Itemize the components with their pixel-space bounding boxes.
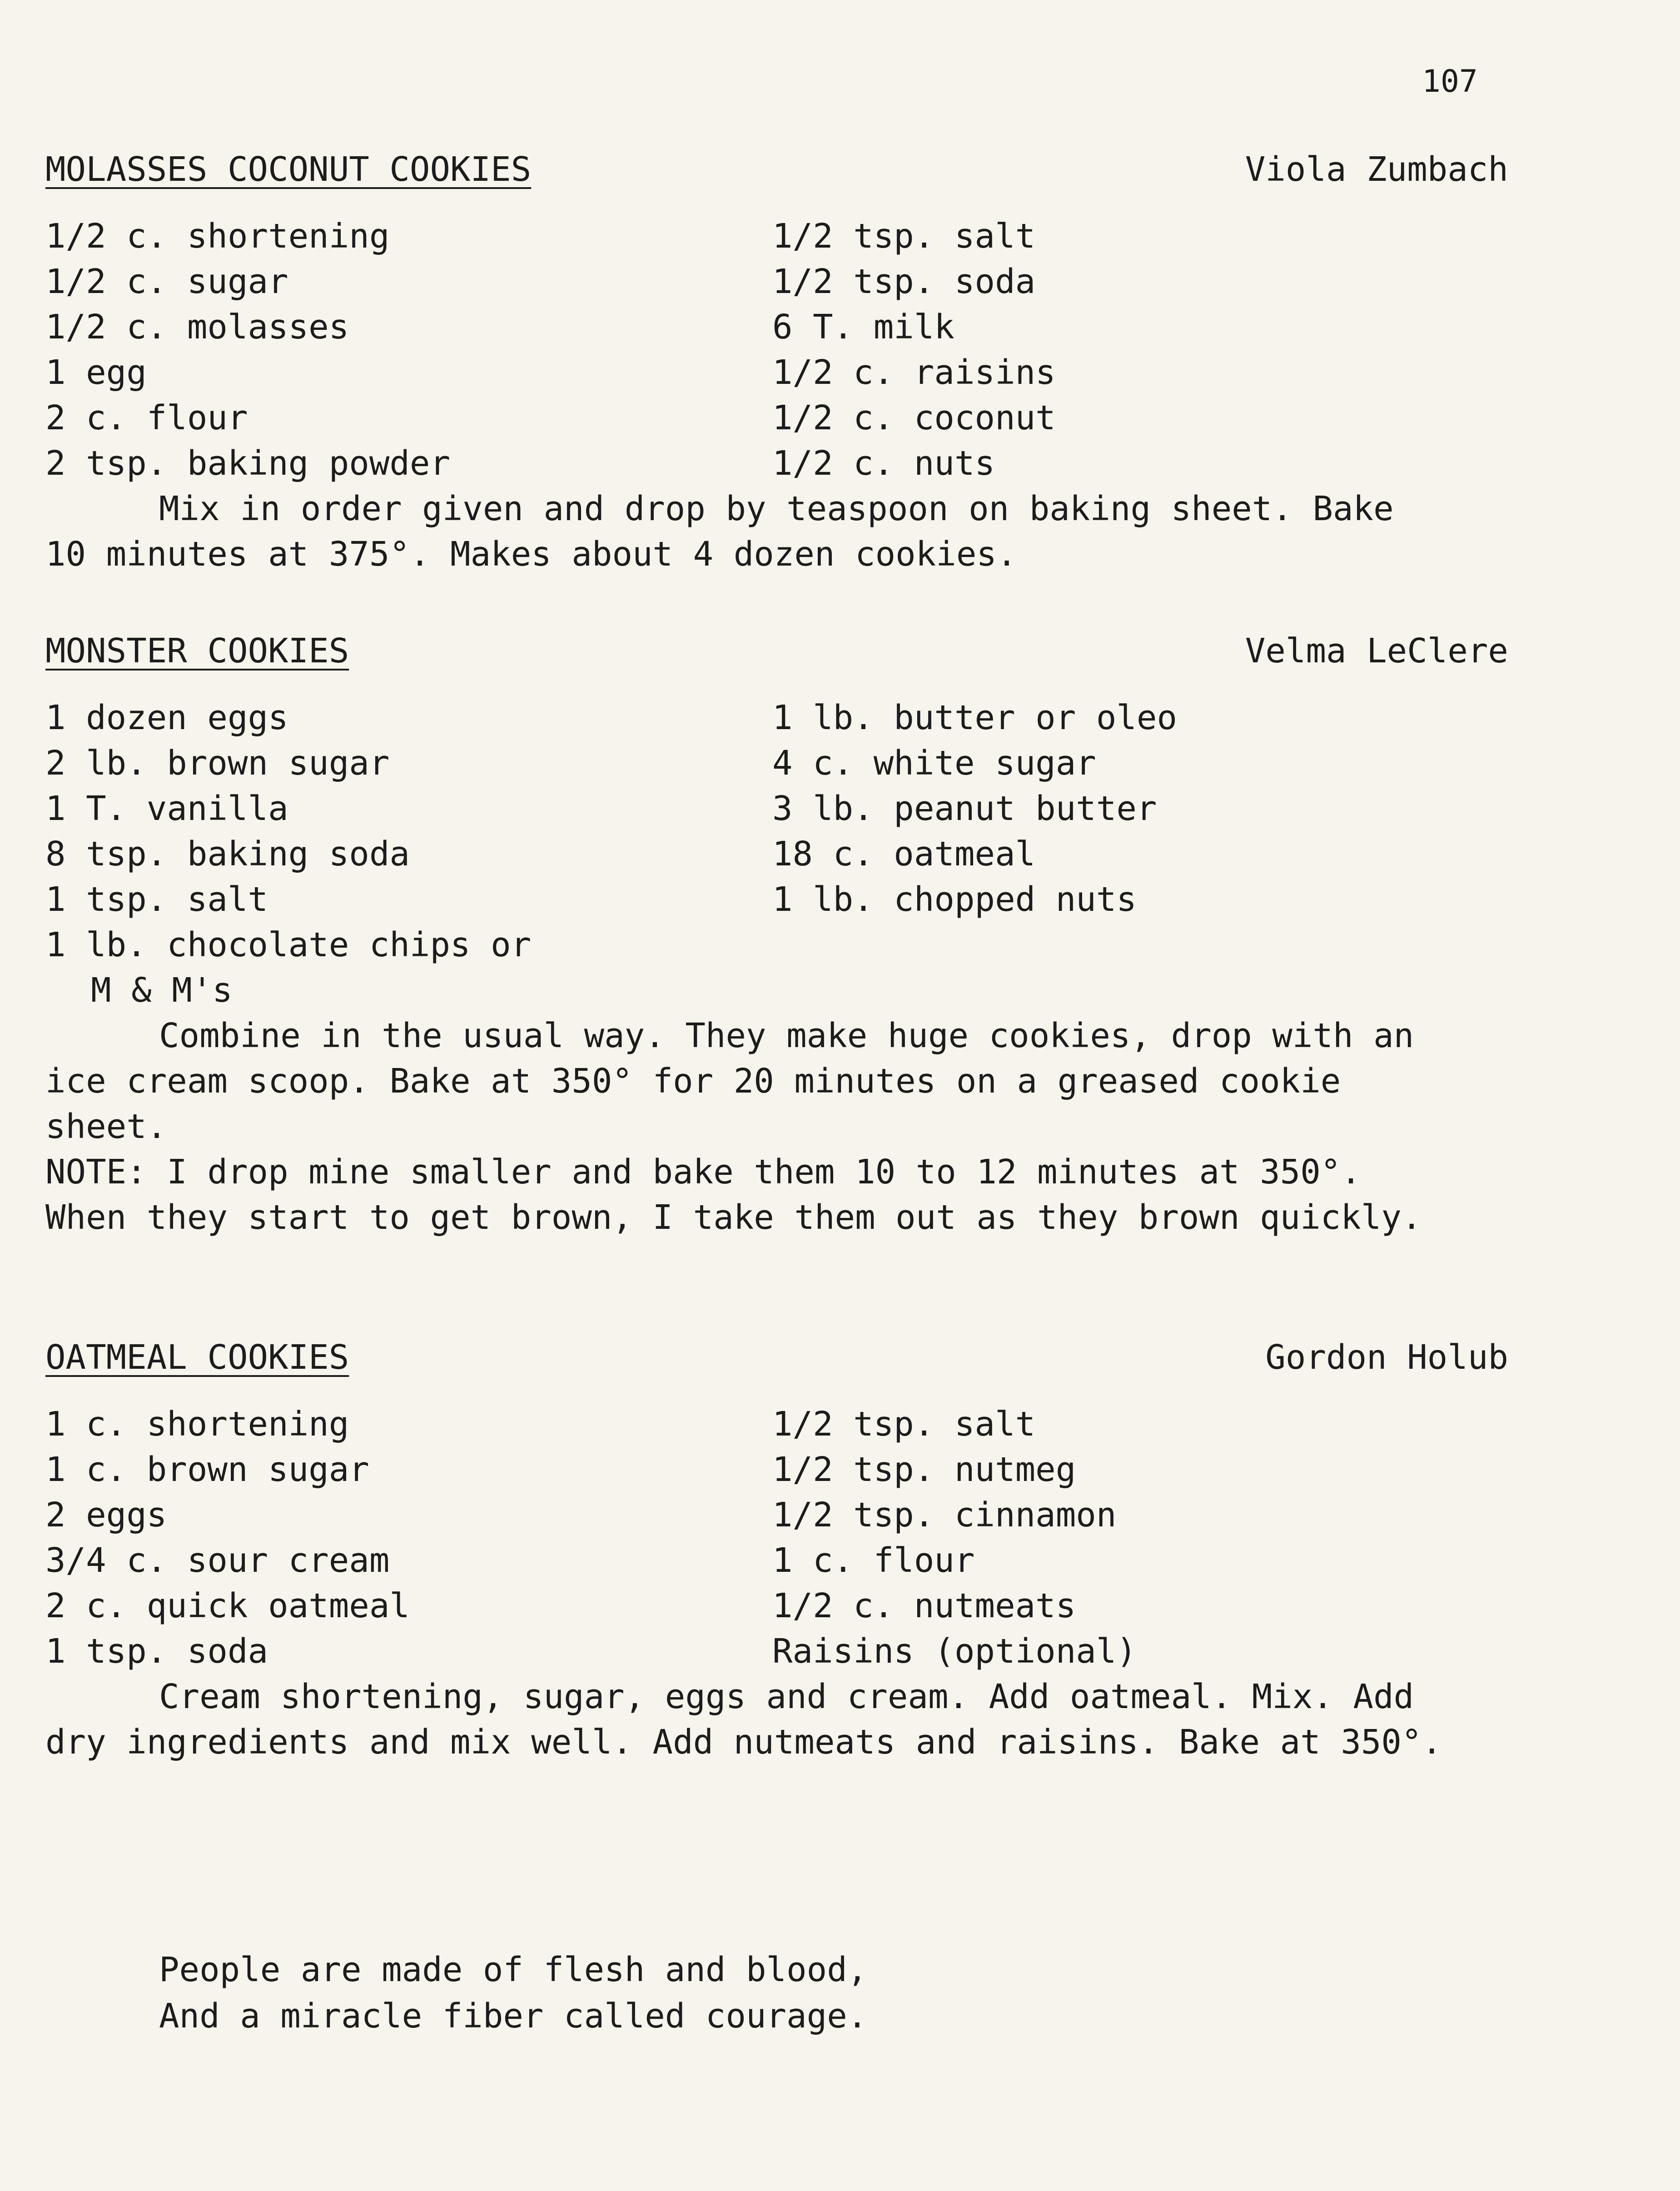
ingredient: 1/2 c. coconut: [772, 398, 1056, 437]
ingredient: 1 c. flour: [772, 1541, 975, 1580]
recipe-author: Velma LeClere: [1245, 631, 1508, 671]
ingredient-column-left: [45, 1401, 772, 1674]
recipe-title: MOLASSES COCONUT COOKIES: [45, 150, 532, 189]
recipe-oatmeal-cookies: [45, 1338, 1508, 1765]
recipe-title: MONSTER COOKIES: [45, 631, 349, 671]
ingredient: 1/2 tsp. salt: [772, 1405, 1036, 1444]
ingredient: 2 eggs: [45, 1495, 167, 1535]
ingredient: 1 dozen eggs: [45, 698, 288, 737]
ingredient: 1/2 c. raisins: [772, 353, 1056, 392]
recipe-author: Viola Zumbach: [1245, 150, 1508, 189]
ingredient: 1/2 c. shortening: [45, 217, 390, 256]
closing-verse: [159, 1947, 867, 2039]
ingredient: [45, 922, 772, 1013]
ingredient: 1 egg: [45, 353, 147, 392]
ingredient-line-continued: M & M's: [91, 971, 233, 1010]
page-number: 107: [1422, 64, 1478, 99]
ingredient-list: [45, 1401, 1508, 1674]
ingredient-column-left: [45, 214, 772, 486]
ingredient-column-left: [45, 695, 772, 1013]
recipe-instructions: Mix in order given and drop by teaspoon on baking sheet. Bake 10 minutes at 375°. Makes about 4 dozen cookies.: [45, 489, 1394, 574]
ingredient-column-right: [772, 695, 1508, 1013]
ingredient: 2 c. quick oatmeal: [45, 1586, 410, 1625]
ingredient-list: [45, 214, 1508, 486]
ingredient-line: 1 lb. chocolate chips or: [45, 925, 532, 964]
ingredient: 1/2 c. molasses: [45, 308, 349, 347]
recipe-molasses-coconut-cookies: [45, 150, 1508, 577]
ingredient: 1 tsp. salt: [45, 880, 268, 919]
recipe-instructions: Cream shortening, sugar, eggs and cream. Add oatmeal. Mix. Add dry ingredients and mix well. Add nutmeats and raisins. Bake at 350°.: [45, 1677, 1442, 1762]
ingredient: 1/2 c. sugar: [45, 262, 288, 301]
ingredient: 3 lb. peanut butter: [772, 789, 1157, 828]
ingredient: 1/2 tsp. soda: [772, 262, 1036, 301]
ingredient: Raisins (optional): [772, 1632, 1137, 1671]
ingredient: 6 T. milk: [772, 308, 954, 347]
ingredient: 4 c. white sugar: [772, 744, 1096, 783]
ingredient: 1/2 tsp. nutmeg: [772, 1450, 1076, 1489]
ingredient: 1/2 tsp. cinnamon: [772, 1495, 1117, 1535]
ingredient-column-right: [772, 1401, 1508, 1674]
ingredient: 3/4 c. sour cream: [45, 1541, 390, 1580]
ingredient: 2 tsp. baking powder: [45, 444, 451, 483]
ingredient: 2 lb. brown sugar: [45, 744, 390, 783]
recipe-header: [45, 1338, 1508, 1388]
verse-line: People are made of flesh and blood,: [159, 1950, 868, 1989]
ingredient: 1 lb. chopped nuts: [772, 880, 1137, 919]
recipe-instructions: Combine in the usual way. They make huge cookies, drop with an ice cream scoop. Bake at 350° for 20 minutes on a greased cookie sheet.: [45, 1016, 1414, 1146]
recipe-author: Gordon Holub: [1265, 1338, 1508, 1377]
verse-line: And a miracle fiber called courage.: [159, 1997, 868, 2036]
ingredient: 1 T. vanilla: [45, 789, 288, 828]
recipe-header: [45, 150, 1508, 200]
recipe-monster-cookies: [45, 631, 1508, 1240]
ingredient: 8 tsp. baking soda: [45, 835, 410, 874]
recipe-note: NOTE: I drop mine smaller and bake them 10 to 12 minutes at 350°. When they start to get brown, I take them out as they brown quickly.: [45, 1153, 1422, 1237]
ingredient: 1/2 c. nutmeats: [772, 1586, 1076, 1625]
ingredient: 1/2 c. nuts: [772, 444, 995, 483]
ingredient: 1 c. shortening: [45, 1405, 349, 1444]
ingredient-column-right: [772, 214, 1508, 486]
ingredient: 1/2 tsp. salt: [772, 217, 1036, 256]
ingredient-list: [45, 695, 1508, 1013]
ingredient: 1 c. brown sugar: [45, 1450, 369, 1489]
ingredient: 1 tsp. soda: [45, 1632, 268, 1671]
ingredient: 18 c. oatmeal: [772, 835, 1036, 874]
recipe-header: [45, 631, 1508, 681]
ingredient: 2 c. flour: [45, 398, 248, 437]
recipe-title: OATMEAL COOKIES: [45, 1338, 349, 1377]
ingredient: 1 lb. butter or oleo: [772, 698, 1178, 737]
